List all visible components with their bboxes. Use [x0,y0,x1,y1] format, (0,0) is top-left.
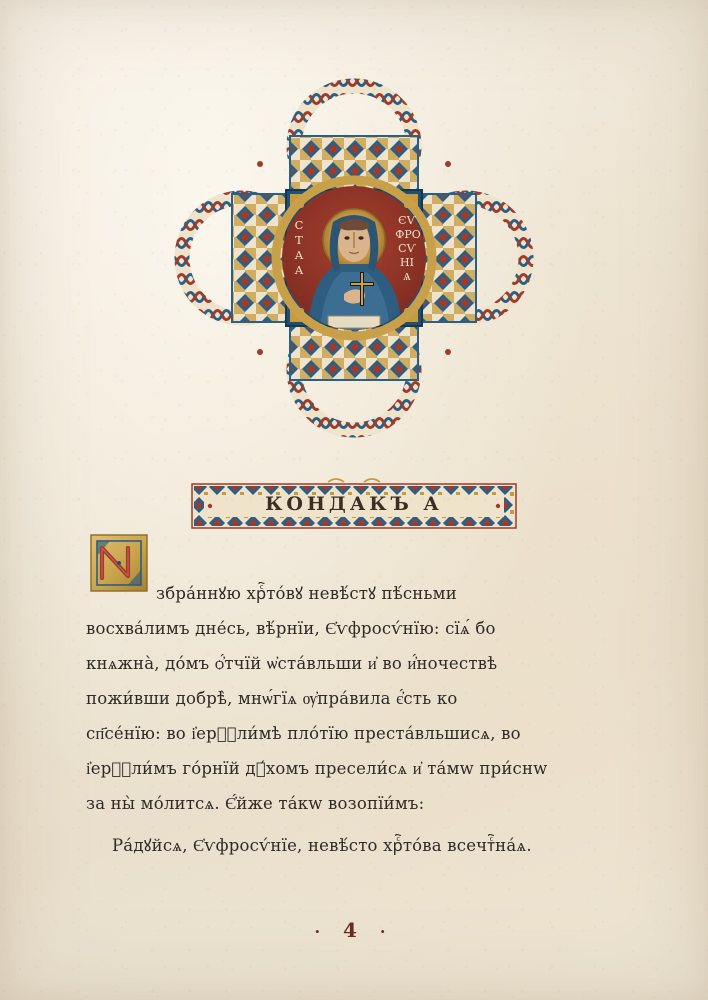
kontakion-body-text [86,576,632,863]
svg-text:Т: Т [295,233,303,247]
svg-text:НІ: НІ [400,256,414,269]
svg-text:ФРО: ФРО [395,228,421,241]
refrain-text [86,828,632,863]
svg-text:С: С [294,218,304,232]
folio-number [0,918,708,942]
svg-text:СѴ: СѴ [398,242,416,255]
svg-text:А: А [294,248,304,262]
kontakion-title-band [190,478,518,534]
folio-value: 4 [343,918,365,942]
body-line: і҆ерⷭ҇ли́мъ го́рнїй дꙋ́хомъ пресели́сѧ и҆ та́мw при́снw [86,759,548,778]
svg-text:Ѧ: Ѧ [403,270,411,283]
kontakion-title: КОНДАКЪ А [265,493,443,515]
body-line: збра́ннꙋю хрⷭ҇то́вꙋ невѣ́стꙋ пѣ́сньми [156,584,457,603]
body-line: сп҃се́нїю: во і҆ерⷭ҇ли́мѣ пло́тїю преста́вльшисѧ, во [86,724,521,743]
svg-text:ЄѴ: ЄѴ [398,214,416,227]
body-line: кнѧжна̀, до́мъ ѻ҆́тчїй ѡ҆ста́вльши и҆ во и҆́ночествѣ [86,654,498,673]
folio-ornament-left: · [314,922,329,941]
folio-ornament-right: · [379,922,394,941]
body-line: за ны̀ мо́литсѧ. Є҆́йже та́кw возопїи́мъ: [86,794,425,813]
quatrefoil-icon-ornament [168,72,540,444]
icon-inscription-left [295,218,304,277]
body-line: пожи́вши добрѣ̀, мнѡ́гїѧ ѹ҆пра́вила є҆́сть ко [86,689,458,708]
refrain-line: Ра́дꙋйсѧ, Є҆ѵфросѵ́нїе, невѣ́сто хрⷭ҇то́ва всечтⷭ҇на́ѧ. [112,836,532,855]
body-line: восхва́лимъ дне́сь, вѣ́рнїи, Є҆ѵфросѵ́нїю: сїѧ́ бо [86,619,496,638]
svg-text:А: А [294,263,304,277]
